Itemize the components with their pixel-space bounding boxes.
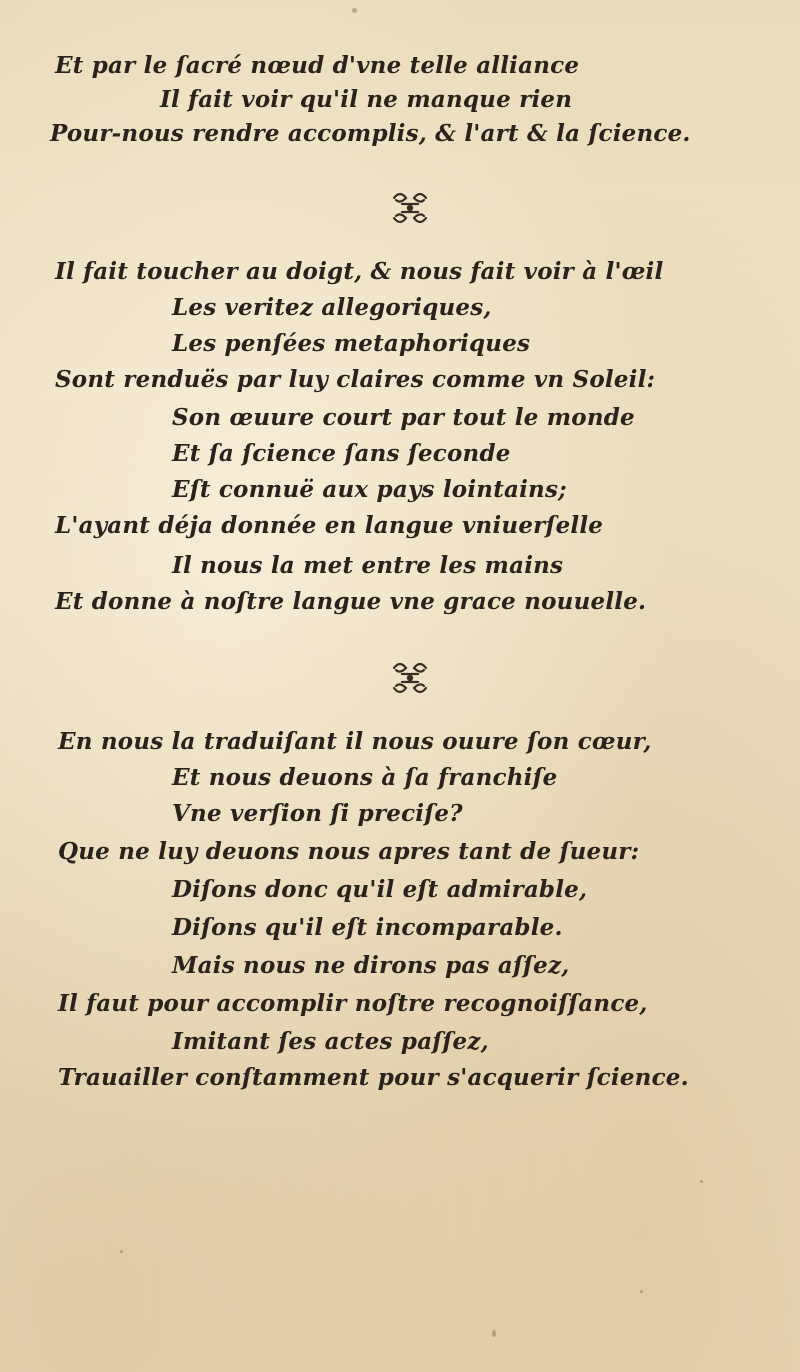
verse-line: Vne verſion ſi preciſe? — [172, 800, 463, 827]
verse-line: Les veritez allegoriques, — [172, 294, 492, 321]
verse-line: Et nous deuons à ſa franchiſe — [172, 764, 558, 791]
verse-line: Diſons qu'il eſt incomparable. — [172, 914, 563, 941]
fleuron-icon — [388, 188, 432, 228]
verse-line: Imitant ſes actes paſſez, — [172, 1028, 489, 1055]
verse-line: Et par le ſacré nœud d'vne telle alliance — [55, 52, 580, 79]
verse-line: Que ne luy deuons nous apres tant de ſueur: — [58, 838, 640, 865]
verse-line: L'ayant déja donnée en langue vniuerſelle — [55, 512, 604, 539]
verse-line: Et donne à noſtre langue vne grace nouuelle. — [55, 588, 647, 615]
paper-speck — [120, 1250, 123, 1253]
verse-line: Eſt connuë aux pays lointains; — [172, 476, 567, 503]
verse-line: Et ſa ſcience ſans ſeconde — [172, 440, 511, 467]
verse-line: Les penſées metaphoriques — [172, 330, 531, 357]
paper-speck — [492, 1330, 496, 1337]
paper-speck — [352, 8, 357, 13]
verse-line: Sont renduës par luy claires comme vn Soleil: — [55, 366, 656, 393]
verse-line: Son œuure court par tout le monde — [172, 404, 635, 431]
verse-line: Il fait toucher au doigt, & nous fait voir à l'œil — [55, 258, 664, 285]
verse-line: Il faut pour accomplir noſtre recognoiſſance, — [58, 990, 648, 1017]
paper-speck — [640, 1290, 643, 1293]
verse-line: En nous la traduiſant il nous ouure ſon cœur, — [58, 728, 652, 755]
verse-line: Pour-nous rendre accomplis, & l'art & la ſcience. — [50, 120, 691, 147]
paper-speck — [700, 1180, 703, 1183]
verse-line: Trauailler conſtamment pour s'acquerir ſcience. — [58, 1064, 689, 1091]
fleuron-icon — [388, 658, 432, 698]
verse-line: Diſons donc qu'il eſt admirable, — [172, 876, 588, 903]
verse-line: Il nous la met entre les mains — [172, 552, 564, 579]
verse-line: Mais nous ne dirons pas aſſez, — [172, 952, 570, 979]
verse-line: Il fait voir qu'il ne manque rien — [160, 86, 573, 113]
